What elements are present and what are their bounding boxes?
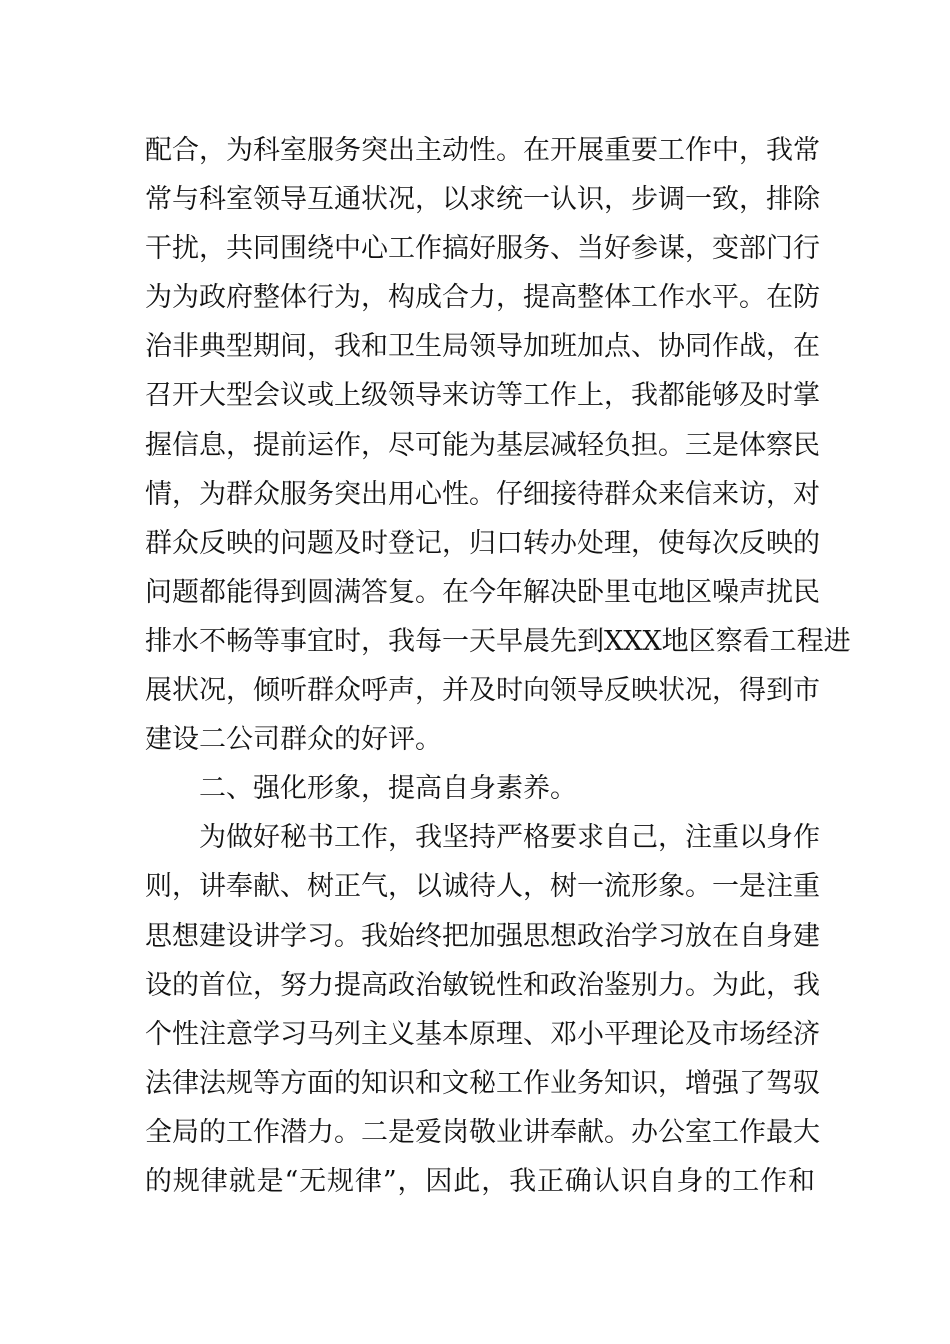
text-line: 的规律就是“无规律”，因此，我正确认识自身的工作和 bbox=[145, 1165, 815, 1197]
text-line: 情，为群众服务突出用心性。仔细接待群众来信来访，对 bbox=[145, 478, 820, 510]
text-line: 法律法规等方面的知识和文秘工作业务知识，增强了驾驭 bbox=[145, 1067, 820, 1099]
text-line: 配合，为科室服务突出主动性。在开展重要工作中，我常 bbox=[145, 135, 820, 166]
text-line: 思想建设讲学习。我始终把加强思想政治学习放在自身建 bbox=[145, 920, 820, 952]
text-line: 干扰，共同围绕中心工作搞好服务、当好参谋，变部门行 bbox=[145, 233, 820, 265]
text-line: 则，讲奉献、树正气，以诚待人，树一流形象。一是注重 bbox=[145, 871, 820, 903]
text-line: 为做好秘书工作，我坚持严格要求自己，注重以身作 bbox=[199, 822, 820, 854]
text-line: 召开大型会议或上级领导来访等工作上，我都能够及时掌 bbox=[145, 380, 820, 412]
text-line: 群众反映的问题及时登记，归口转办处理，使每次反映的 bbox=[145, 527, 820, 559]
text-line: 设的首位，努力提高政治敏锐性和政治鉴别力。为此，我 bbox=[145, 969, 820, 1001]
text-line: 治非典型期间，我和卫生局领导加班加点、协同作战，在 bbox=[145, 331, 820, 363]
body-text bbox=[145, 126, 851, 1206]
text-line: 常与科室领导互通状况，以求统一认识，步调一致，排除 bbox=[145, 184, 820, 216]
text-line: 排水不畅等事宜时，我每一天早晨先到XXX地区察看工程进 bbox=[145, 625, 851, 657]
text-line: 展状况，倾听群众呼声，并及时向领导反映状况，得到市 bbox=[145, 675, 820, 707]
text-line: 握信息，提前运作，尽可能为基层减轻负担。三是体察民 bbox=[145, 429, 820, 461]
section-heading: 二、强化形象，提高自身素养。 bbox=[199, 773, 577, 805]
text-line: 建设二公司群众的好评。 bbox=[145, 724, 442, 756]
text-line: 个性注意学习马列主义基本原理、邓小平理论及市场经济 bbox=[145, 1018, 820, 1050]
text-line: 问题都能得到圆满答复。在今年解决卧里屯地区噪声扰民 bbox=[145, 576, 820, 608]
text-line: 为为政府整体行为，构成合力，提高整体工作水平。在防 bbox=[145, 282, 820, 314]
text-line: 全局的工作潜力。二是爱岗敬业讲奉献。办公室工作最大 bbox=[145, 1116, 820, 1148]
